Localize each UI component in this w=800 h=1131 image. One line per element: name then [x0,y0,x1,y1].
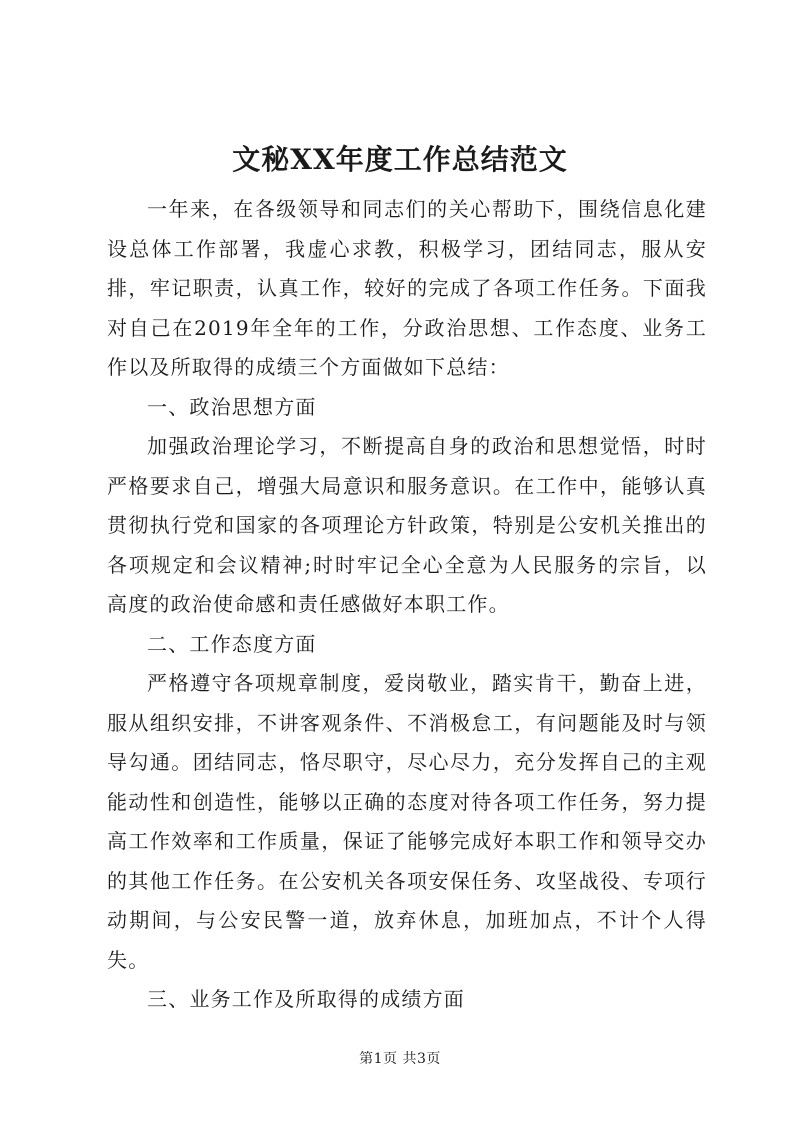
attitude-paragraph: 严格遵守各项规章制度，爱岗敬业，踏实肯干，勤奋上进，服从组织安排，不讲客观条件、不消极怠工，有问题能及时与领导勾通。团结同志，恪尽职守，尽心尽力，充分发挥自己的主观能动性和创造性，能够以正确的态度对待各项工作任务，努力提高工作效率和工作质量，保证了能够完成好本职工作和领导交办的其他工作任务。在公安机关各项安保任务、攻坚战役、专项行动期间，与公安民警一道，放弃休息，加班加点，不计个人得失。 [107,671,707,972]
document-title: 文秘XX年度工作总结范文 [232,143,568,176]
intro-paragraph: 一年来，在各级领导和同志们的关心帮助下，围绕信息化建设总体工作部署，我虚心求教，积极学习，团结同志，服从安排，牢记职责，认真工作，较好的完成了各项工作任务。下面我对自己在2019年全年的工作，分政治思想、工作态度、业务工作以及所取得的成绩三个方面做如下总结： [107,197,707,379]
section-heading-political: 一、政治思想方面 [147,394,317,419]
political-paragraph: 加强政治理论学习，不断提高自身的政治和思想觉悟，时时严格要求自己，增强大局意识和服务意识。在工作中，能够认真贯彻执行党和国家的各项理论方针政策，特别是公安机关推出的各项规定和会议精神;时时牢记全心全意为人民服务的宗旨，以高度的政治使命感和责任感做好本职工作。 [107,434,707,616]
page-footer: 第1页 共3页 [359,1051,441,1067]
document-body [107,190,707,1020]
section-heading-attitude: 二、工作态度方面 [147,631,317,656]
section-heading-business: 三、业务工作及所取得的成绩方面 [147,987,465,1011]
